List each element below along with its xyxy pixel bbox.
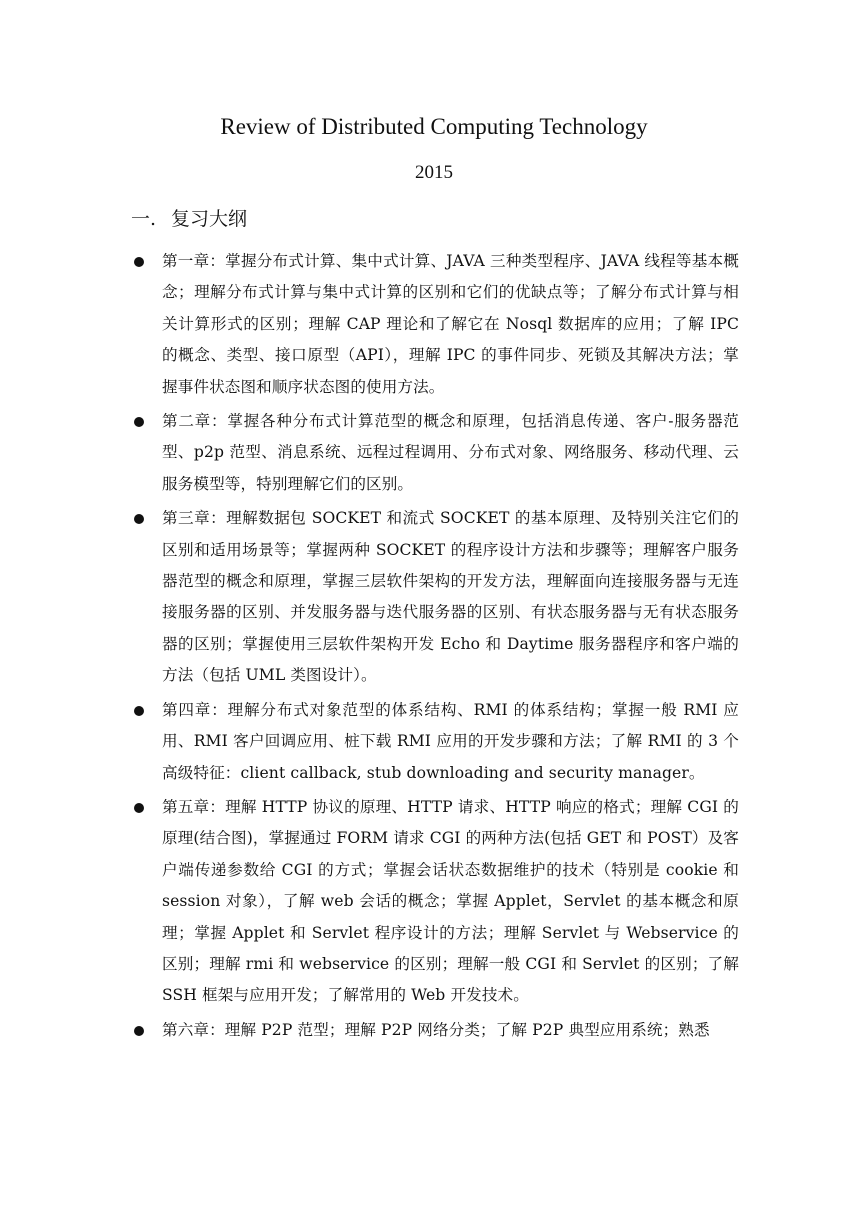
list-item-text: 第二章：掌握各种分布式计算范型的概念和原理，包括消息传递、客户-服务器范型、p2p 范型、消息系统、远程过程调用、分布式对象、网络服务、移动代理、云服务模型等，特别理解它们的区别。 xyxy=(162,412,739,493)
bullet-icon xyxy=(134,706,144,716)
bullet-icon xyxy=(134,803,144,813)
section-heading xyxy=(131,204,247,234)
list-item-text: 第五章：理解 HTTP 协议的原理、HTTP 请求、HTTP 响应的格式；理解 CGI 的原理(结合图)，掌握通过 FORM 请求 CGI 的两种方法(包括 GET 和 POST）及客户端传递参数给 CGI 的方式；掌握会话状态数据维护的技术（特别是 cookie 和 session 对象），了解 web 会话的概念；掌握 Applet，Servlet 的基本概念和原理；掌握 Applet 和 Servlet 程序设计的方法；理解 Servlet 与 Webservice 的区别；理解 rmi 和 webservice 的区别；理解一般 CGI 和 Servlet 的区别；了解 SSH 框架与应用开发；了解常用的 Web 开发技术。 xyxy=(162,797,739,1005)
list-item-text: 第三章：理解数据包 SOCKET 和流式 SOCKET 的基本原理、及特别关注它们的区别和适用场景等；掌握两种 SOCKET 的程序设计方法和步骤等；理解客户服务器范型的概念和原理，掌握三层软件架构的开发方法，理解面向连接服务器与无连接服务器的区别、并发服务器与迭代服务器的区别、有状态服务器与无有状态服务器的区别；掌握使用三层软件架构开发 Echo 和 Daytime 服务器程序和客户端的方法（包括 UML 类图设计）。 xyxy=(162,509,739,685)
list-item-text: 第一章：掌握分布式计算、集中式计算、JAVA 三种类型程序、JAVA 线程等基本概念；理解分布式计算与集中式计算的区别和它们的优缺点等；了解分布式计算与相关计算形式的区别；理解 CAP 理论和了解它在 Nosql 数据库的应用；了解 IPC 的概念、类型、接口原型（API），理解 IPC 的事件同步、死锁及其解决方法；掌握事件状态图和顺序状态图的使用方法。 xyxy=(162,252,739,396)
bullet-icon xyxy=(134,514,144,524)
list-item-text: 第四章：理解分布式对象范型的体系结构、RMI 的体系结构；掌握一般 RMI 应用、RMI 客户回调应用、桩下载 RMI 应用的开发步骤和方法；了解 RMI 的 3 个高级特征：client callback, stub downloading and security manager。 xyxy=(162,700,739,782)
bullet-icon xyxy=(134,257,144,267)
list-item-text: 第六章：理解 P2P 范型；理解 P2P 网络分类；了解 P2P 典型应用系统；熟悉 xyxy=(162,1020,710,1039)
list-item xyxy=(131,503,739,691)
list-item xyxy=(131,246,739,403)
bullet-icon xyxy=(134,1026,144,1036)
list-item xyxy=(131,792,739,1012)
section-number: 一. xyxy=(131,208,157,230)
list-item xyxy=(131,695,739,789)
list-item xyxy=(131,1015,739,1046)
bullet-icon xyxy=(134,417,144,427)
document-title: Review of Distributed Computing Technology xyxy=(220,114,648,139)
document-year: 2015 xyxy=(415,162,453,183)
outline-list xyxy=(131,246,739,1049)
list-item xyxy=(131,406,739,500)
section-heading-text: 复习大纲 xyxy=(171,208,248,230)
